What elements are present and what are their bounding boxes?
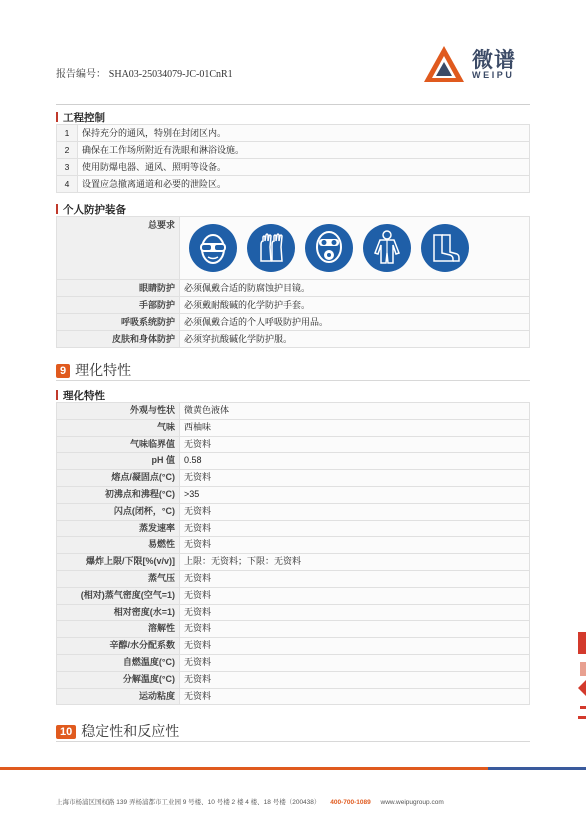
footer [56, 797, 444, 806]
table-row [57, 520, 530, 537]
row-label: 爆炸上限/下限[%(v/v)] [57, 554, 180, 571]
row-label: 闪点(闭杯，°C) [57, 503, 180, 520]
table-row [57, 453, 530, 470]
boots-icon [420, 223, 470, 273]
row-label: (相对)蒸气密度(空气=1) [57, 587, 180, 604]
item-number: 4 [57, 176, 78, 193]
section-10-heading [56, 721, 179, 741]
table-row [57, 503, 530, 520]
item-text: 确保在工作场所附近有洗眼和淋浴设施。 [78, 142, 530, 159]
row-value: 无资料 [180, 470, 530, 487]
item-number: 2 [57, 142, 78, 159]
stamp-icon [572, 628, 586, 738]
row-label: 手部防护 [57, 297, 180, 314]
footer-color-bar [0, 767, 586, 770]
engineering-controls-heading: 工程控制 [56, 110, 105, 125]
report-number-value: SHA03-25034079-JC-01CnR1 [108, 69, 233, 80]
row-value: 0.58 [180, 453, 530, 470]
row-value: 微黄色液体 [180, 403, 530, 420]
section-title: 稳定性和反应性 [81, 723, 180, 739]
section-9-heading [56, 360, 131, 380]
table-row [57, 470, 530, 487]
section-number-badge: 10 [56, 725, 76, 739]
item-text: 设置应急撤离通道和必要的泄险区。 [78, 176, 530, 193]
row-label: 易燃性 [57, 537, 180, 554]
row-label: 运动粘度 [57, 688, 180, 705]
row-value: 无资料 [180, 537, 530, 554]
table-row [57, 688, 530, 705]
item-text: 保持充分的通风，特别在封闭区内。 [78, 125, 530, 142]
section-divider [56, 380, 530, 381]
section-title: 理化特性 [75, 362, 132, 378]
logo-mark-icon [422, 44, 466, 84]
row-value: 西柚味 [180, 419, 530, 436]
table-row [57, 403, 530, 420]
general-requirement-label: 总要求 [57, 217, 180, 280]
table-row [57, 587, 530, 604]
row-value: 无资料 [180, 503, 530, 520]
footer-phone: 400-700-1089 [330, 799, 371, 806]
item-text: 使用防爆电器、通风、照明等设备。 [78, 159, 530, 176]
row-label: 分解温度(°C) [57, 671, 180, 688]
table-row [57, 159, 530, 176]
company-logo [422, 42, 534, 84]
table-row [57, 297, 530, 314]
table-row [57, 125, 530, 142]
row-value: >35 [180, 486, 530, 503]
row-value: 必须穿抗酸碱化学防护服。 [180, 331, 530, 348]
table-row [57, 638, 530, 655]
row-value: 无资料 [180, 654, 530, 671]
engineering-controls-table [56, 124, 530, 193]
table-row [57, 671, 530, 688]
row-value: 无资料 [180, 520, 530, 537]
table-row [57, 217, 530, 280]
row-value: 无资料 [180, 587, 530, 604]
report-number [56, 65, 233, 80]
row-label: 溶解性 [57, 621, 180, 638]
row-label: 气味 [57, 419, 180, 436]
table-row [57, 554, 530, 571]
row-value: 无资料 [180, 688, 530, 705]
row-value: 无资料 [180, 671, 530, 688]
physchem-table [56, 402, 530, 705]
table-row [57, 142, 530, 159]
table-row [57, 486, 530, 503]
item-number: 1 [57, 125, 78, 142]
header-divider [56, 104, 530, 105]
goggles-icon [188, 223, 238, 273]
table-row [57, 537, 530, 554]
row-label: 熔点/凝固点(°C) [57, 470, 180, 487]
footer-address: 上海市杨浦区国权路 139 弄杨浦都市工业园 9 号楼、10 号楼 2 楼 4 楼、18 号楼（200438） [56, 799, 321, 806]
row-label: 初沸点和沸程(°C) [57, 486, 180, 503]
table-row [57, 436, 530, 453]
respirator-icon [304, 223, 354, 273]
row-label: 气味临界值 [57, 436, 180, 453]
ppe-table [56, 216, 530, 348]
row-value: 必须戴耐酸碱的化学防护手套。 [180, 297, 530, 314]
row-label: 眼睛防护 [57, 280, 180, 297]
table-row [57, 280, 530, 297]
ppe-heading: 个人防护装备 [56, 202, 126, 217]
section-number-badge: 9 [56, 364, 70, 378]
table-row [57, 654, 530, 671]
section-divider [56, 741, 530, 742]
row-value: 无资料 [180, 570, 530, 587]
row-label: pH 值 [57, 453, 180, 470]
report-number-label: 报告编号： [56, 69, 106, 80]
row-value: 必须佩戴合适的个人呼吸防护用品。 [180, 314, 530, 331]
gloves-icon [246, 223, 296, 273]
physchem-heading: 理化特性 [56, 388, 105, 403]
table-row [57, 176, 530, 193]
table-row [57, 314, 530, 331]
item-number: 3 [57, 159, 78, 176]
row-value: 无资料 [180, 621, 530, 638]
table-row [57, 570, 530, 587]
row-label: 蒸气压 [57, 570, 180, 587]
table-row [57, 604, 530, 621]
logo-english-text: WEIPU [472, 70, 515, 80]
row-value: 无资料 [180, 604, 530, 621]
row-label: 呼吸系统防护 [57, 314, 180, 331]
side-stamp-fragment [572, 628, 586, 738]
row-value: 上限：无资料；下限：无资料 [180, 554, 530, 571]
logo-chinese-text: 微谱 [472, 48, 516, 72]
table-row [57, 419, 530, 436]
row-label: 自燃温度(°C) [57, 654, 180, 671]
footer-website[interactable]: www.weipugroup.com [380, 799, 444, 806]
row-value: 无资料 [180, 638, 530, 655]
table-row [57, 621, 530, 638]
row-value: 必须佩戴合适的防腐蚀护目镜。 [180, 280, 530, 297]
row-label: 外观与性状 [57, 403, 180, 420]
ppe-icons-cell [180, 217, 530, 280]
protective-suit-icon [362, 223, 412, 273]
row-label: 辛醇/水分配系数 [57, 638, 180, 655]
row-label: 皮肤和身体防护 [57, 331, 180, 348]
table-row [57, 331, 530, 348]
row-value: 无资料 [180, 436, 530, 453]
row-label: 蒸发速率 [57, 520, 180, 537]
row-label: 相对密度(水=1) [57, 604, 180, 621]
